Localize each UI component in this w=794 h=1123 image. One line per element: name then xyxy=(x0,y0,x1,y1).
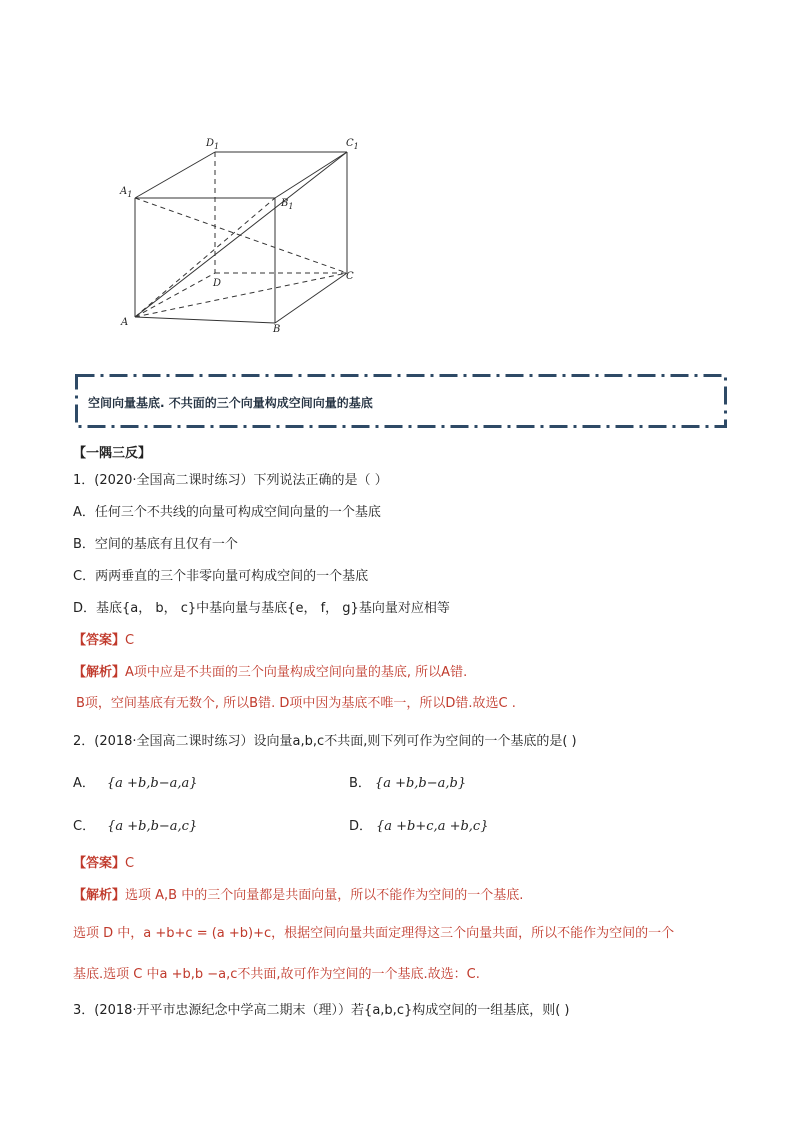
answer-value: C xyxy=(125,856,135,871)
q2-analysis-line3: 基底.选项 C 中a +b,b −a,c不共面,故可作为空间的一个基底.故选：C. xyxy=(73,967,480,982)
q1-option-d: D．基底{a， b， c}中基向量与基底{e， f， g}基向量对应相等 xyxy=(73,601,450,616)
q2-option-d xyxy=(349,818,488,836)
label-b: B xyxy=(273,324,281,335)
edge-a-d xyxy=(135,273,215,317)
q2-option-b-label: B． xyxy=(349,776,371,791)
section-box-text: 空间向量基底. 不共面的三个向量构成空间向量的基底 xyxy=(88,396,373,410)
q1-analysis-line2: B项，空间基底有无数个, 所以B错. D项中因为基底不唯一，所以D错.故选C . xyxy=(76,696,516,711)
q2-stem: 2．(2018·全国高二课时练习）设向量a,b,c不共面,则下列可作为空间的一个基底的是( ) xyxy=(73,734,577,749)
q2-option-b xyxy=(349,775,466,793)
label-c1: $C_1$ xyxy=(346,138,359,151)
q2-option-a-label: A． xyxy=(73,776,95,791)
q1-stem: 1．(2020·全国高二课时练习）下列说法正确的是（ ） xyxy=(73,473,388,488)
diag-a1-c xyxy=(135,198,347,273)
diag-a-b1 xyxy=(135,198,275,317)
edge-a-b xyxy=(135,317,275,323)
cube-figure xyxy=(100,130,380,345)
q2-option-d-text: {a +b+c,a +b,c} xyxy=(376,819,489,834)
q3-stem: 3．(2018·开平市忠源纪念中学高二期末（理））若{a,b,c}构成空间的一组基底，则( ) xyxy=(73,1003,570,1018)
analysis-text: 选项 A,B 中的三个向量都是共面向量，所以不能作为空间的一个基底. xyxy=(125,888,524,903)
label-d: D xyxy=(213,278,222,289)
q2-option-a-text: {a +b,b−a,a} xyxy=(106,776,198,791)
edge-b-c xyxy=(275,273,347,323)
q1-analysis-line1 xyxy=(73,664,467,682)
q2-analysis-line2: 选项 D 中，a +b+c = (a +b)+c，根据空间向量共面定理得这三个向量共面，所以不能作为空间的一个 xyxy=(73,926,675,941)
diag-a-c1 xyxy=(135,152,347,317)
answer-label: 【答案】 xyxy=(73,856,126,871)
edge-b1-c1 xyxy=(275,152,347,198)
q1-option-c: C．两两垂直的三个非零向量可构成空间的一个基底 xyxy=(73,569,369,584)
analysis-label: 【解析】 xyxy=(73,888,126,903)
q1-option-b: B．空间的基底有且仅有一个 xyxy=(73,537,238,552)
q2-option-d-label: D． xyxy=(349,819,373,834)
q2-analysis-line1 xyxy=(73,887,523,905)
q2-option-c xyxy=(73,818,197,836)
analysis-label: 【解析】 xyxy=(73,665,126,680)
label-d1: $D_1$ xyxy=(206,138,220,151)
analysis-text: A项中应是不共面的三个向量构成空间向量的基底, 所以A错. xyxy=(125,665,468,680)
section-header: 【一隅三反】 xyxy=(73,446,152,461)
q1-answer xyxy=(73,632,134,650)
label-a: A xyxy=(121,317,129,328)
q2-option-c-text: {a +b,b−a,c} xyxy=(107,819,198,834)
edge-a1-d1 xyxy=(135,152,215,198)
answer-value: C xyxy=(125,633,135,648)
answer-label: 【答案】 xyxy=(73,633,126,648)
q2-option-c-label: C． xyxy=(73,819,96,834)
label-c: C xyxy=(346,271,354,282)
q1-option-a: A．任何三个不共线的向量可构成空间向量的一个基底 xyxy=(73,505,381,520)
q2-answer xyxy=(73,855,134,873)
q2-option-a xyxy=(73,775,198,793)
label-a1: $A_1$ xyxy=(120,186,133,199)
label-b1: $B_1$ xyxy=(281,198,294,211)
q2-option-b-text: {a +b,b−a,b} xyxy=(374,776,467,791)
